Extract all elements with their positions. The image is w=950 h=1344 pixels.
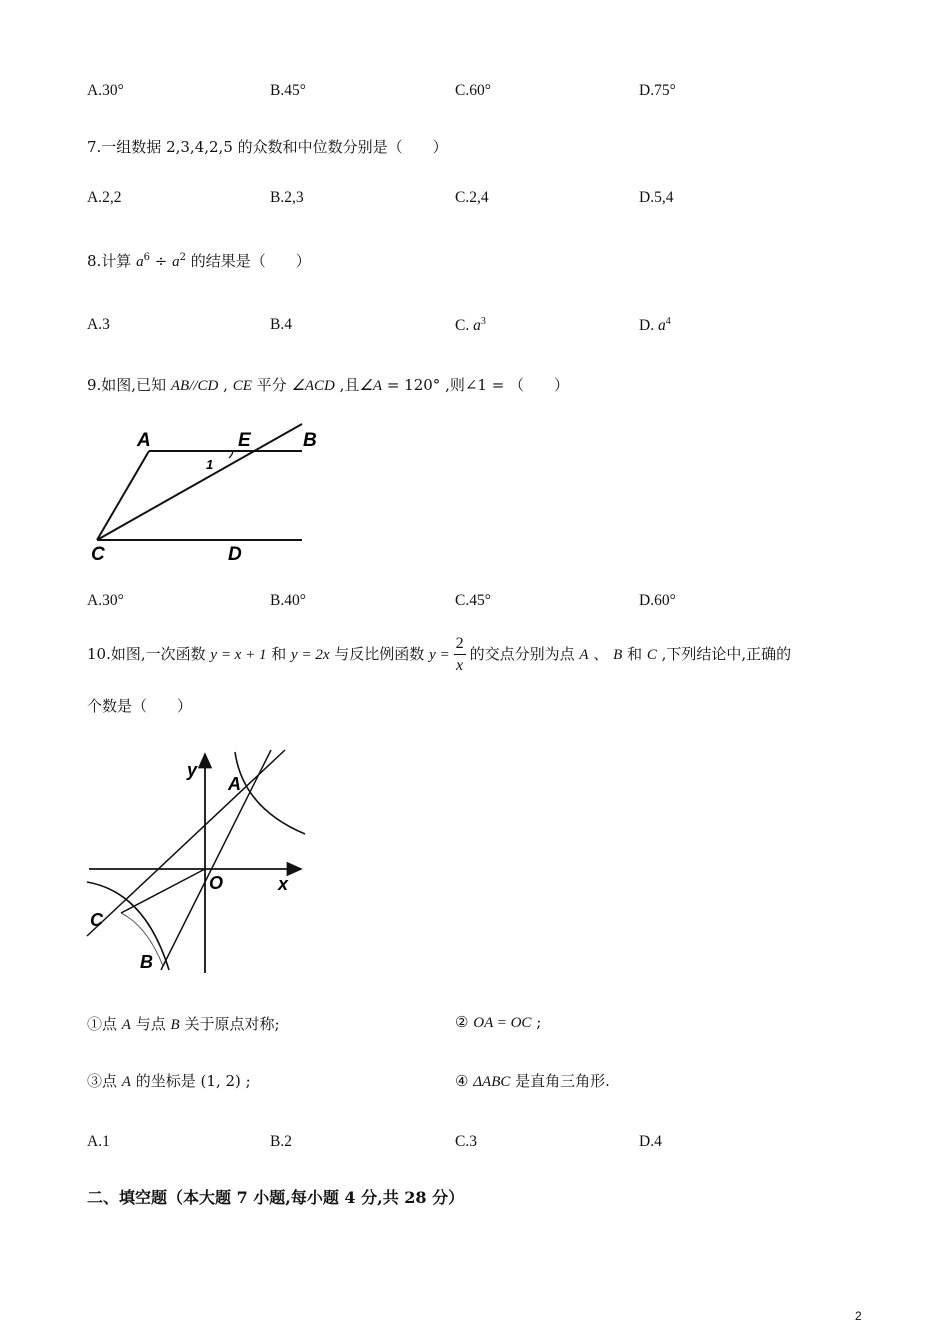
angle-1-arc <box>229 451 233 458</box>
q6-option-b: B.45° <box>270 82 306 99</box>
q9-option-a: A.30° <box>87 592 124 609</box>
label-d: D <box>228 544 242 565</box>
q6-option-a: A.30° <box>87 82 124 99</box>
label-y: y <box>187 760 198 780</box>
q7-option-a: A.2,2 <box>87 189 122 206</box>
line-y-2x <box>161 750 271 970</box>
fraction-2-over-x: $\frac{2}{x}$ <box>455 635 464 674</box>
q9-option-c: C.45° <box>455 592 491 609</box>
q10-option-c: C.3 <box>455 1133 477 1150</box>
q10-option-d: D.4 <box>639 1133 662 1150</box>
label-c: C <box>90 910 103 930</box>
label-angle-1: 1 <box>206 457 214 472</box>
section-2-heading: 二、填空题（本大题 7 小题,每小题 4 分,共 28 分） <box>87 1188 465 1207</box>
label-b: B <box>140 952 153 972</box>
q9-stem: 9.如图,已知 AB//CD , CE 平分 ∠ACD ,且∠A = 120° ,则∠1 = （ ） <box>87 376 570 394</box>
q7-option-c: C.2,4 <box>455 189 489 206</box>
q8-option-d: D. $a^4$ <box>639 316 671 335</box>
line-ac <box>97 451 149 540</box>
q8-option-c: C. $a^3$ <box>455 316 486 335</box>
q10-option-a: A.1 <box>87 1133 110 1150</box>
q8-option-a: A.3 <box>87 316 110 333</box>
label-a: A <box>137 430 151 451</box>
label-b: B <box>303 430 317 451</box>
q9-option-d: D.60° <box>639 592 676 609</box>
q10-statement-3: ③点 A 的坐标是 (1, 2) ; <box>87 1072 251 1090</box>
q10-option-b: B.2 <box>270 1133 292 1150</box>
label-o: O <box>209 873 224 893</box>
q9-figure <box>85 420 325 570</box>
q6-option-d: D.75° <box>639 82 676 99</box>
q9-option-b: B.40° <box>270 592 306 609</box>
q10-statement-2: ② OA = OC ; <box>455 1013 542 1031</box>
q10-statement-4: ④ ΔABC 是直角三角形. <box>455 1072 610 1090</box>
q8-option-b: B.4 <box>270 316 292 333</box>
q10-statement-1: ①点 A 与点 B 关于原点对称; <box>87 1015 280 1033</box>
line-y-x-plus-1 <box>87 750 285 936</box>
label-e: E <box>238 430 251 451</box>
page-number: 2 <box>855 1309 862 1323</box>
q7-option-b: B.2,3 <box>270 189 304 206</box>
q8-stem: 8.计算 $a^6 \div a^2$ 的结果是（ ） <box>87 252 311 270</box>
q6-option-c: C.60° <box>455 82 491 99</box>
q10-figure <box>85 748 315 978</box>
line-ce <box>97 424 302 540</box>
q10-stem-line2: 个数是（ ） <box>87 697 193 715</box>
label-a: A <box>228 774 241 794</box>
label-c: C <box>91 544 105 565</box>
q10-stem-line1: 10.如图,一次函数 y = x + 1 和 y = 2x 与反比例函数 y = $\frac{2}{x}$ 的交点分别为点 A 、 B 和 C ,下列结论中,正确的 <box>87 635 792 674</box>
label-x: x <box>278 874 289 894</box>
q7-option-d: D.5,4 <box>639 189 674 206</box>
q7-stem: 7.一组数据 2,3,4,2,5 的众数和中位数分别是（ ） <box>87 138 448 156</box>
